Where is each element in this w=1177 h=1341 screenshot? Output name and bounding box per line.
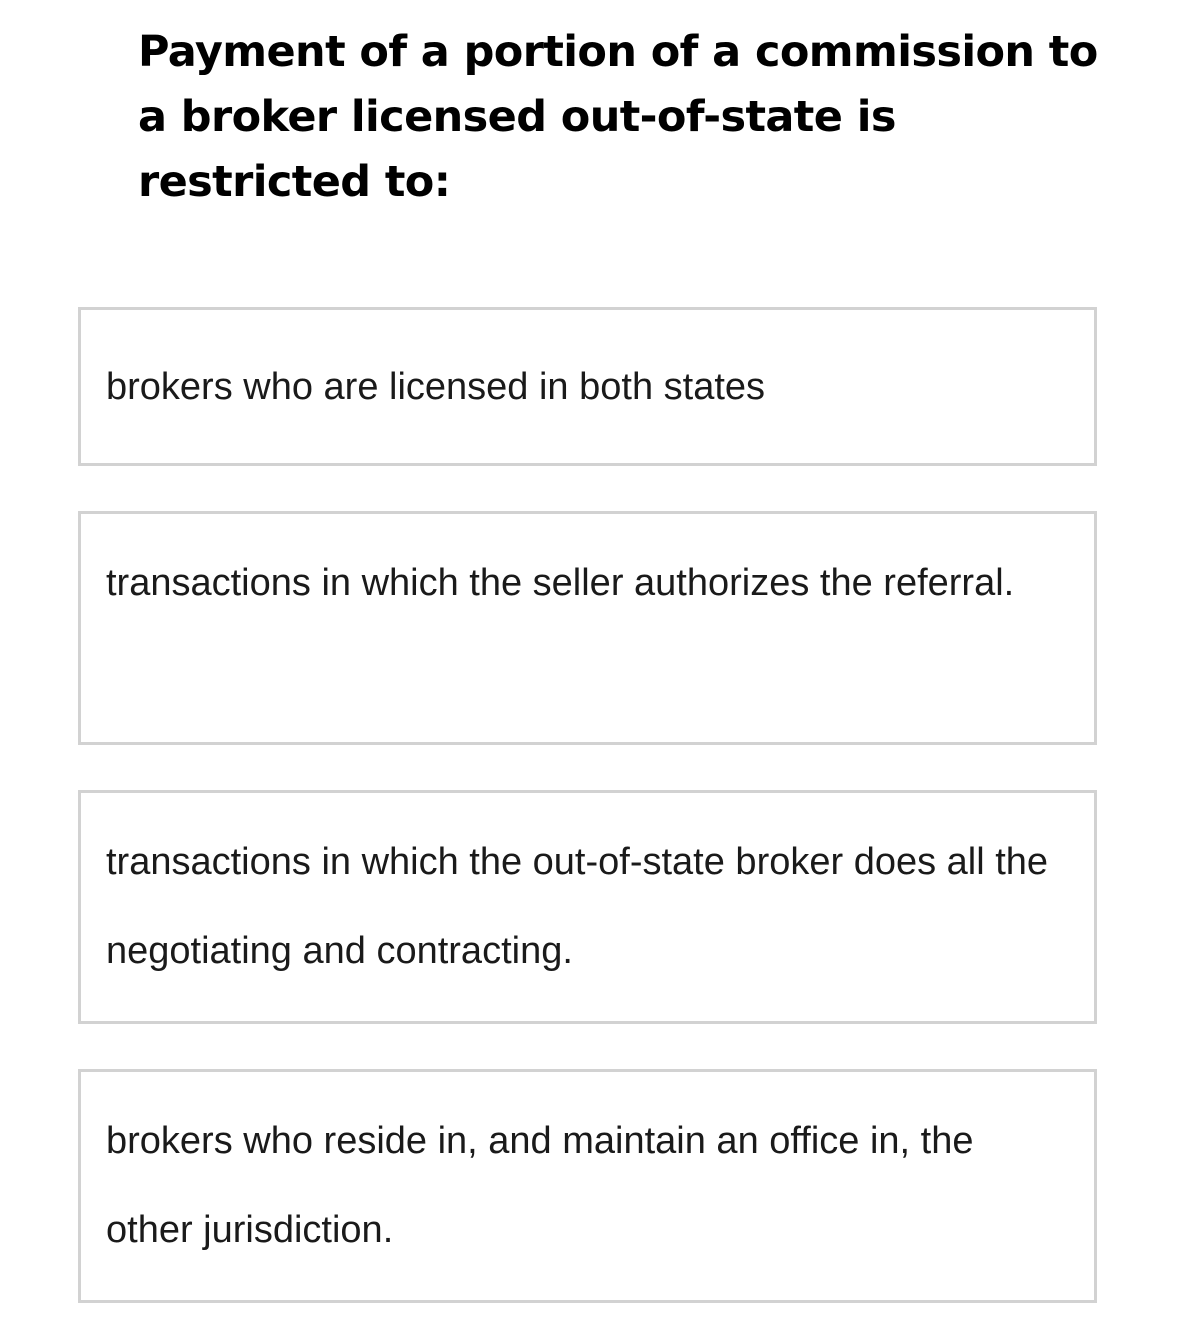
answer-option-3-label: transactions in which the out-of-state broker does all the negotiating and contracting. [106, 841, 1049, 972]
answer-option-2[interactable] [78, 511, 1097, 745]
answer-option-2-label: transactions in which the seller authorizes the referral. [106, 562, 1015, 604]
answer-option-4[interactable] [78, 1069, 1097, 1303]
answer-option-4-label: brokers who reside in, and maintain an office in, the other jurisdiction. [106, 1120, 974, 1251]
question-text: Payment of a portion of a commission to a broker licensed out-of-state is restricted to: [138, 27, 1098, 207]
answer-option-1-label: brokers who are licensed in both states [106, 366, 766, 408]
answer-option-1[interactable] [78, 307, 1097, 466]
answer-option-3[interactable] [78, 790, 1097, 1024]
